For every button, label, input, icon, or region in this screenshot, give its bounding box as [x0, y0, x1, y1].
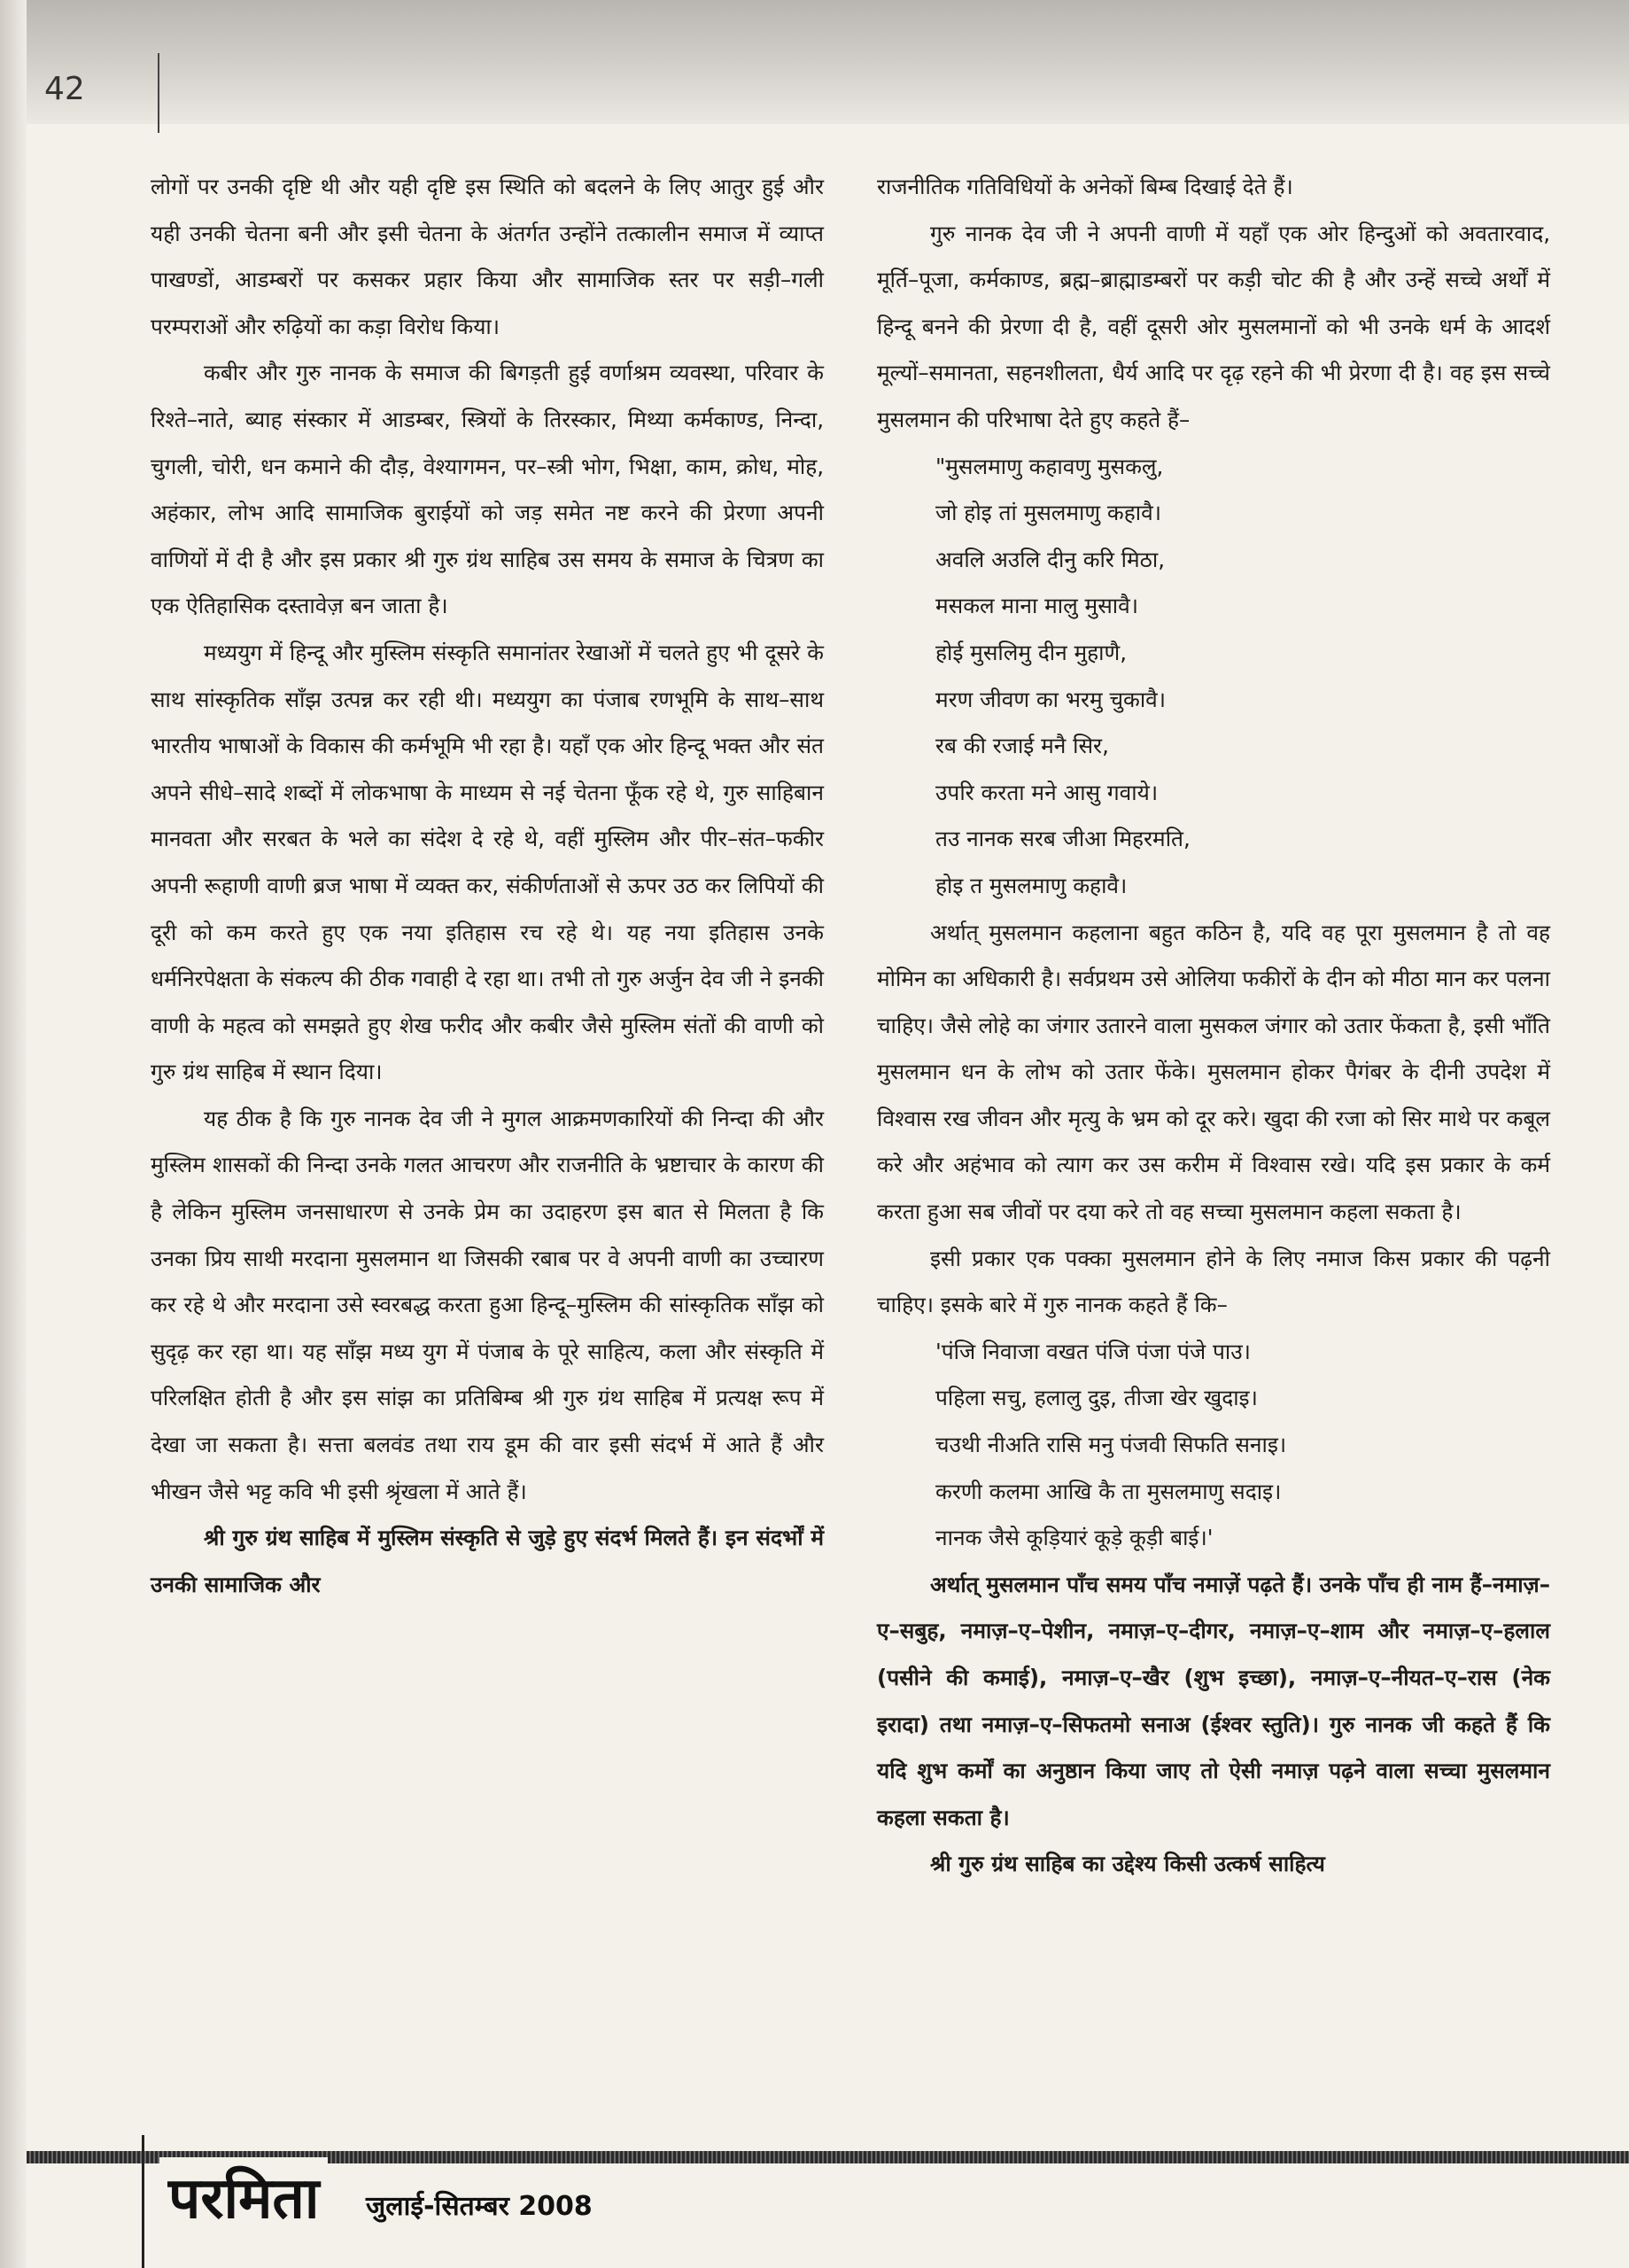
paragraph: लोगों पर उनकी दृष्टि थी और यही दृष्टि इस स्थिति को बदलने के लिए आतुर हुई और यही उनकी चेतना बनी और इसी चेतना के अंतर्गत उन्होंने तत्कालीन समाज में व्याप्त पाखण्डों, आडम्बरों पर कसकर प्रहार किया और सामाजिक स्तर पर सड़ी–गली परम्पराओं और रुढ़ियों का कड़ा विरोध किया। — [151, 174, 824, 339]
verse-line: नानक जैसे कूड़ियारं कूड़े कूड़ी बाई।' — [935, 1525, 1214, 1551]
top-band — [0, 0, 1629, 124]
paragraph: गुरु नानक देव जी ने अपनी वाणी में यहाँ एक ओर हिन्दुओं को अवतारवाद, मूर्ति–पूजा, कर्मकाण्ड, ब्रह्म–ब्राह्माडम्बरों पर कड़ी चोट की है और उन्हें सच्चे अर्थों में हिन्दू बनने की प्रेरणा दी है, वहीं दूसरी ओर मुसलमानों को भी उनके धर्म के आदर्श मूल्यों–समानता, सहनशीलता, धैर्य आदि पर दृढ़ रहने की भी प्रेरणा दी है। वह इस सच्चे मुसलमान की परिभाषा देते हुए कहते हैं– — [877, 220, 1550, 432]
verse-line: 'पंजि निवाजा वखत पंजि पंजा पंजे पाउ। — [935, 1338, 1251, 1364]
page-number: 42 — [44, 71, 85, 107]
left-column — [151, 164, 824, 1608]
verse-line: मसकल माना मालु मुसावै। — [935, 593, 1139, 619]
verse-line: तउ नानक सरब जीआ मिहरमति, — [935, 826, 1191, 852]
verse-line: उपरि करता मने आसु गवाये। — [935, 779, 1159, 805]
paragraph: मध्ययुग में हिन्दू और मुस्लिम संस्कृति समानांतर रेखाओं में चलते हुए भी दूसरे के साथ सांस्कृतिक साँझ उत्पन्न कर रही थी। मध्ययुग का पंजाब रणभूमि के साथ–साथ भारतीय भाषाओं के विकास की कर्मभूमि भी रहा है। यहाँ एक ओर हिन्दू भक्त और संत अपने सीधे–सादे शब्दों में लोकभाषा के माध्यम से नई चेतना फूँक रहे थे, गुरु साहिबान मानवता और सरबत के भले का संदेश दे रहे थे, वहीं मुस्लिम और पीर–संत–फकीर अपनी रूहाणी वाणी ब्रज भाषा में व्यक्त कर, संकीर्णताओं से ऊपर उठ कर लिपियों की दूरी को कम करते हुए एक नया इतिहास रच रहे थे। यह नया इतिहास उनके धर्मनिरपेक्षता के संकल्प की ठीक गवाही दे रहा था। तभी तो गुरु अर्जुन देव जी ने इनकी वाणी के महत्व को समझते हुए शेख फरीद और कबीर जैसे मुस्लिम संतों की वाणी को गुरु ग्रंथ साहिब में स्थान दिया। — [151, 639, 824, 1085]
paragraph: श्री गुरु ग्रंथ साहिब का उद्देश्य किसी उत्कर्ष साहित्य — [930, 1851, 1325, 1877]
paragraph: यह ठीक है कि गुरु नानक देव जी ने मुगल आक्रमणकारियों की निन्दा की और मुस्लिम शासकों की निन्दा उनके गलत आचरण और राजनीति के भ्रष्टाचार के कारण की है लेकिन मुस्लिम जनसाधारण से उनके प्रेम का उदाहरण इस बात से मिलता है कि उनका प्रिय साथी मरदाना मुसलमान था जिसकी रबाब पर वे अपनी वाणी का उच्चारण कर रहे थे और मरदाना उसे स्वरबद्ध करता हुआ हिन्दू–मुस्लिम की सांस्कृतिक साँझ को सुदृढ़ कर रहा था। यह साँझ मध्य युग में पंजाब के पूरे साहित्य, कला और संस्कृति में परिलक्षित होती है और इस सांझ का प्रतिबिम्ब श्री गुरु ग्रंथ साहिब में प्रत्यक्ष रूप में देखा जा सकता है। सत्ता बलवंड तथा राय डूम की वार इसी संदर्भ में आते हैं और भीखन जैसे भट्ट कवि भी इसी श्रृंखला में आते हैं। — [151, 1105, 824, 1504]
magazine-brand: परमिता — [159, 2157, 328, 2234]
verse-block-1 — [877, 444, 1550, 910]
verse-line: होइ त मुसलमाणु कहावै। — [935, 872, 1128, 898]
verse-line: जो होइ तां मुसलमाणु कहावै। — [935, 500, 1161, 526]
verse-line: करणी कलमा आखि कै ता मुसलमाणु सदाइ। — [935, 1478, 1282, 1504]
verse-line: अवलि अउलि दीनु करि मिठा, — [935, 546, 1166, 572]
right-column — [877, 164, 1550, 1888]
paragraph: श्री गुरु ग्रंथ साहिब में मुस्लिम संस्कृति से जुड़े हुए संदर्भ मिलते हैं। इन संदर्भों में उनकी सामाजिक और — [151, 1525, 824, 1597]
verse-line: "मुसलमाणु कहावणु मुसकलु, — [935, 453, 1164, 479]
page-edge — [0, 0, 27, 2268]
verse-line: मरण जीवण का भरमु चुकावै। — [935, 686, 1167, 712]
header-rule — [158, 53, 159, 133]
paragraph: इसी प्रकार एक पक्का मुसलमान होने के लिए नमाज किस प्रकार की पढ़नी चाहिए। इसके बारे में गुरु नानक कहते हैं कि– — [877, 1245, 1550, 1318]
verse-line: होई मुसलिमु दीन मुहाणै, — [935, 639, 1128, 665]
issue-date: जुलाई-सितम्बर 2008 — [359, 2186, 600, 2223]
verse-line: रब की रजाई मनै सिर, — [935, 733, 1109, 759]
paragraph: राजनीतिक गतिविधियों के अनेकों बिम्ब दिखाई देते हैं। — [877, 174, 1293, 199]
paragraph: अर्थात् मुसलमान पाँच समय पाँच नमाज़ें पढ़ते हैं। उनके पाँच ही नाम हैं–नमाज़–ए–सबुह, नमाज़–ए–पेशीन, नमाज़–ए–दीगर, नमाज़–ए–शाम और नमाज़–ए–हलाल (पसीने की कमाई), नमाज़–ए–खैर (शुभ इच्छा), नमाज़–ए–नीयत–ए–रास (नेक इरादा) तथा नमाज़–ए–सिफतमो सनाअ (ईश्वर स्तुति)। गुरु नानक जी कहते हैं कि यदि शुभ कर्मों का अनुष्ठान किया जाए तो ऐसी नमाज़ पढ़ने वाला सच्चा मुसलमान कहला सकता है। — [877, 1571, 1550, 1830]
paragraph: अर्थात् मुसलमान कहलाना बहुत कठिन है, यदि वह पूरा मुसलमान है तो वह मोमिन का अधिकारी है। सर्वप्रथम उसे ओलिया फकीरों के दीन को मीठा मान कर पलना चाहिए। जैसे लोहे का जंगार उतारने वाला मुसकल जंगार को उतार फेंकता है, इसी भाँति मुसलमान धन के लोभ को उतार फेंके। मुसलमान होकर पैगंबर के दीनी उपदेश में विश्वास रख जीवन और मृत्यु के भ्रम को दूर करे। खुदा की रजा को सिर माथे पर कबूल करे और अहंभाव को त्याग कर उस करीम में विश्वास रखे। यदि इस प्रकार के कर्म करता हुआ सब जीवों पर दया करे तो वह सच्चा मुसलमान कहला सकता है। — [877, 919, 1550, 1225]
verse-block-2 — [877, 1329, 1550, 1562]
footer-divider — [142, 2135, 144, 2268]
verse-line: पहिला सचु, हलालु दुइ, तीजा खेर खुदाइ। — [935, 1385, 1258, 1411]
verse-line: चउथी नीअति रासि मनु पंजवी सिफति सनाइ। — [935, 1432, 1287, 1458]
paragraph: कबीर और गुरु नानक के समाज की बिगड़ती हुई वर्णाश्रम व्यवस्था, परिवार के रिश्ते–नाते, ब्याह संस्कार में आडम्बर, स्त्रियों के तिरस्कार, मिथ्या कर्मकाण्ड, निन्दा, चुगली, चोरी, धन कमाने की दौड़, वेश्यागमन, पर–स्त्री भोग, भिक्षा, काम, क्रोध, मोह, अहंकार, लोभ आदि सामाजिक बुराईयों को जड़ समेत नष्ट करने की प्रेरणा अपनी वाणियों में दी है और इस प्रकार श्री गुरु ग्रंथ साहिब उस समय के समाज के चित्रण का एक ऐतिहासिक दस्तावेज़ बन जाता है। — [151, 360, 824, 619]
